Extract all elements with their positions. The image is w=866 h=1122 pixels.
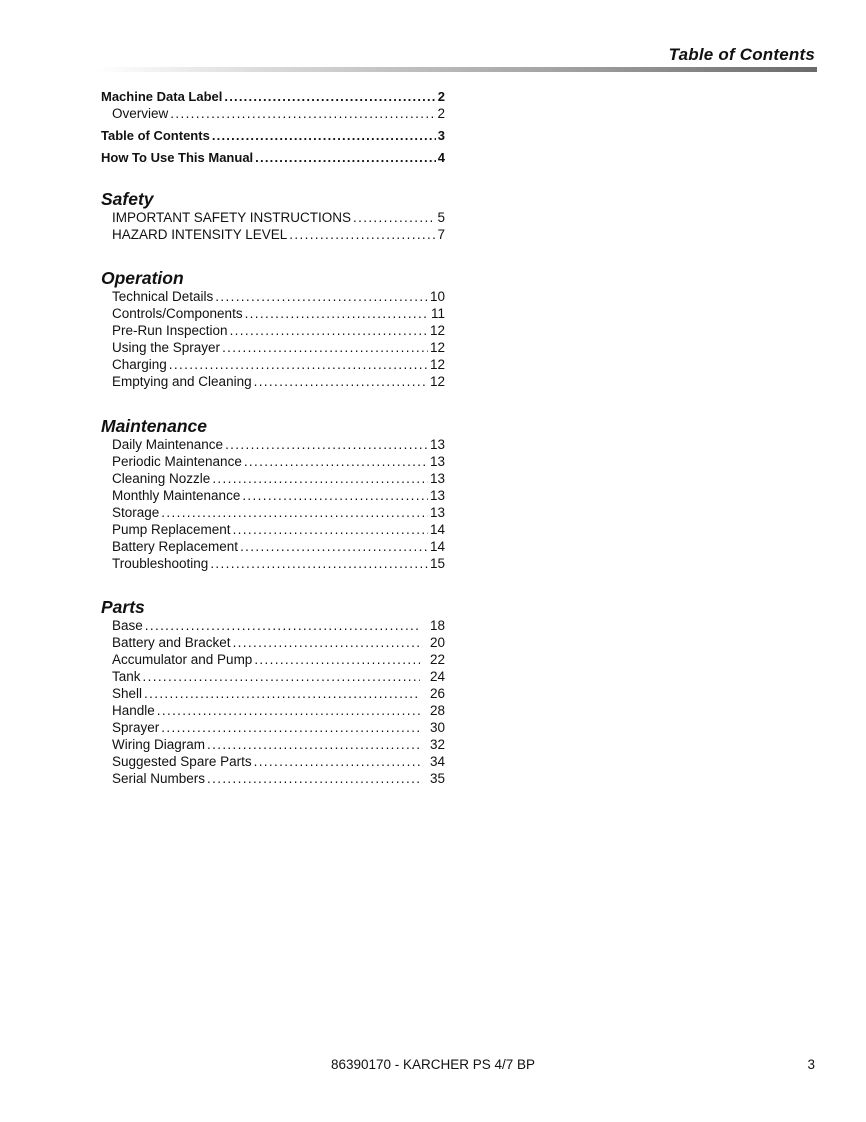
toc-section-maintenance <box>101 416 445 572</box>
leader-dots <box>145 617 420 634</box>
toc-entry[interactable] <box>101 668 445 685</box>
toc-entry-page: 4 <box>437 150 445 165</box>
toc-entry-label: Pre-Run Inspection <box>112 323 228 338</box>
toc-entry-page: 13 <box>429 471 445 486</box>
toc-entry[interactable] <box>101 719 445 736</box>
leader-dots <box>254 373 428 390</box>
toc-entry-page: 18 <box>429 618 445 633</box>
toc-entry-page: 10 <box>429 289 445 304</box>
toc-entry[interactable] <box>101 453 445 470</box>
toc-entry-page: 13 <box>429 488 445 503</box>
toc-section-operation <box>101 268 445 390</box>
toc-entry-label: How To Use This Manual <box>101 150 254 165</box>
leader-dots <box>233 521 428 538</box>
toc-entry-label: Troubleshooting <box>112 556 209 571</box>
toc-entry-label: Serial Numbers <box>112 771 206 786</box>
toc-entry[interactable] <box>101 339 445 356</box>
toc-entry-page: 30 <box>429 720 445 735</box>
toc-entry[interactable] <box>101 651 445 668</box>
leader-dots <box>215 288 428 305</box>
toc-entry-page: 34 <box>429 754 445 769</box>
toc-entry-label: Pump Replacement <box>112 522 231 537</box>
toc-entry[interactable] <box>101 634 445 651</box>
leader-dots <box>353 209 435 226</box>
toc-entry[interactable] <box>101 305 445 322</box>
leader-dots <box>143 668 420 685</box>
toc-entry-label: Wiring Diagram <box>112 737 206 752</box>
toc-entry-label: IMPORTANT SAFETY INSTRUCTIONS <box>112 210 352 225</box>
toc-entry-page: 13 <box>429 505 445 520</box>
toc-entry[interactable] <box>101 356 445 373</box>
toc-entry[interactable] <box>101 288 445 305</box>
toc-entry-label: HAZARD INTENSITY LEVEL <box>112 227 288 242</box>
toc-entry-label: Charging <box>112 357 167 372</box>
page-header-title: Table of Contents <box>668 45 815 64</box>
toc-entry[interactable] <box>101 770 445 787</box>
toc-entry-page: 12 <box>429 374 445 389</box>
leader-dots <box>242 487 428 504</box>
leader-dots <box>254 651 420 668</box>
toc-entry-label: Base <box>112 618 143 633</box>
leader-dots <box>244 453 428 470</box>
leader-dots <box>255 149 436 166</box>
leader-dots <box>169 356 428 373</box>
leader-dots <box>207 736 420 753</box>
section-title: Maintenance <box>101 416 207 436</box>
section-title: Safety <box>101 189 154 209</box>
toc-entry-table-of-contents[interactable] <box>101 127 445 144</box>
footer-page-number: 3 <box>807 1057 815 1072</box>
toc-entry-label: Periodic Maintenance <box>112 454 242 469</box>
toc-entry-label: Using the Sprayer <box>112 340 221 355</box>
toc-entry-page: 12 <box>429 357 445 372</box>
toc-entry-page: 28 <box>429 703 445 718</box>
leader-dots <box>222 339 428 356</box>
leader-dots <box>144 685 420 702</box>
toc-entry-page: 22 <box>429 652 445 667</box>
leader-dots <box>170 105 435 122</box>
toc-entry-page: 13 <box>429 437 445 452</box>
toc-entry[interactable] <box>101 470 445 487</box>
toc-entry-page: 35 <box>429 771 445 786</box>
toc-entry[interactable] <box>101 226 445 243</box>
toc-entry[interactable] <box>101 504 445 521</box>
toc-entry[interactable] <box>101 521 445 538</box>
toc-entry-label: Handle <box>112 703 155 718</box>
toc-entry-label: Suggested Spare Parts <box>112 754 252 769</box>
toc-entry-overview[interactable] <box>101 105 445 122</box>
toc-entry[interactable] <box>101 538 445 555</box>
leader-dots <box>212 470 428 487</box>
leader-dots <box>240 538 428 555</box>
toc-entry-page: 26 <box>429 686 445 701</box>
toc-entry-page: 13 <box>429 454 445 469</box>
toc-entry[interactable] <box>101 617 445 634</box>
toc-entry[interactable] <box>101 753 445 770</box>
leader-dots <box>254 753 420 770</box>
toc-entry-page: 12 <box>429 340 445 355</box>
leader-dots <box>230 322 428 339</box>
toc-entry-label: Daily Maintenance <box>112 437 224 452</box>
toc-entry-label: Overview <box>112 106 169 121</box>
leader-dots <box>157 702 420 719</box>
toc-entry-label: Table of Contents <box>101 128 210 143</box>
toc-entry-label: Battery and Bracket <box>112 635 231 650</box>
toc-entry[interactable] <box>101 209 445 226</box>
footer-document-id: 86390170 - KARCHER PS 4/7 BP <box>330 1057 536 1072</box>
toc-entry-label: Tank <box>112 669 141 684</box>
toc-entry-page: 32 <box>429 737 445 752</box>
section-title: Operation <box>101 268 184 288</box>
leader-dots <box>212 127 436 144</box>
toc-entry-label: Battery Replacement <box>112 539 239 554</box>
toc-entry-page: 12 <box>429 323 445 338</box>
toc-entry-page: 2 <box>437 89 445 104</box>
toc-entry[interactable] <box>101 487 445 504</box>
leader-dots <box>161 719 420 736</box>
leader-dots <box>207 770 420 787</box>
toc-front-matter <box>101 88 445 166</box>
leader-dots <box>245 305 429 322</box>
leader-dots <box>289 226 435 243</box>
toc-entry[interactable] <box>101 736 445 753</box>
toc-section-parts <box>101 597 445 787</box>
toc-entry-page: 15 <box>429 556 445 571</box>
toc-entry-page: 11 <box>430 306 445 321</box>
toc-entry-machine-data-label[interactable] <box>101 88 445 105</box>
leader-dots <box>210 555 428 572</box>
section-title: Parts <box>101 597 145 617</box>
toc-entry-page: 14 <box>429 539 445 554</box>
toc-entry-label: Sprayer <box>112 720 160 735</box>
toc-entry-label: Controls/Components <box>112 306 243 321</box>
toc-entry-label: Shell <box>112 686 143 701</box>
toc-entry-page: 14 <box>429 522 445 537</box>
toc-entry-page: 5 <box>437 210 445 225</box>
toc-entry-page: 2 <box>437 106 445 121</box>
toc-entry-label: Storage <box>112 505 160 520</box>
toc-entry-label: Machine Data Label <box>101 89 223 104</box>
toc-entry-label: Accumulator and Pump <box>112 652 253 667</box>
toc-entry-page: 7 <box>437 227 445 242</box>
leader-dots <box>233 634 420 651</box>
toc-entry[interactable] <box>101 555 445 572</box>
leader-dots <box>225 436 428 453</box>
leader-dots <box>161 504 428 521</box>
toc-entry[interactable] <box>101 685 445 702</box>
toc-entry-page: 3 <box>437 128 445 143</box>
header-rule <box>96 67 817 72</box>
toc-entry-how-to-use[interactable] <box>101 149 445 166</box>
toc-entry[interactable] <box>101 373 445 390</box>
toc-entry-label: Cleaning Nozzle <box>112 471 211 486</box>
toc-entry[interactable] <box>101 322 445 339</box>
toc-entry[interactable] <box>101 702 445 719</box>
toc-entry-page: 24 <box>429 669 445 684</box>
toc-entry[interactable] <box>101 436 445 453</box>
toc-section-safety <box>101 189 445 243</box>
toc-entry-label: Emptying and Cleaning <box>112 374 252 389</box>
leader-dots <box>224 88 435 105</box>
toc-entry-label: Technical Details <box>112 289 214 304</box>
toc-entry-label: Monthly Maintenance <box>112 488 241 503</box>
toc-entry-page: 20 <box>429 635 445 650</box>
